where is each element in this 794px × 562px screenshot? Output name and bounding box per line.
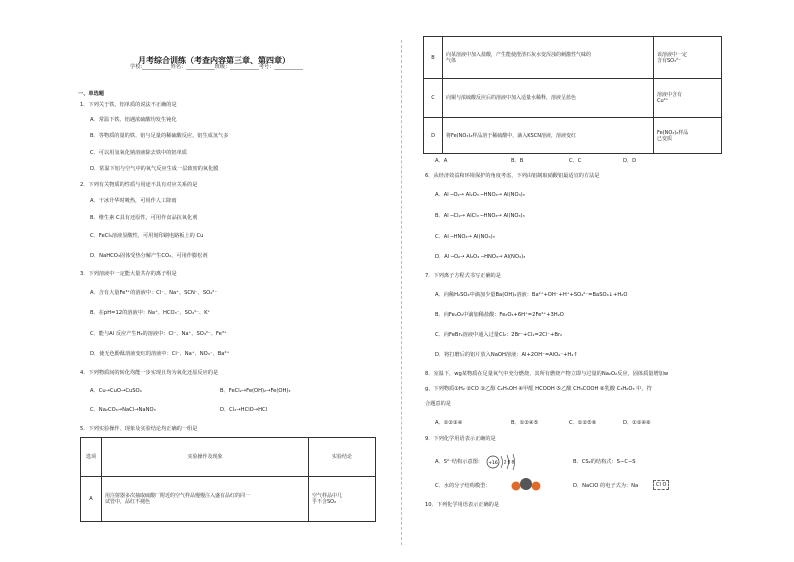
row-a-conclusion: [309, 477, 376, 522]
sulfide-ion-structure-diagram: [485, 453, 525, 471]
row-b-option: B: [424, 37, 443, 79]
q7-option-a: A．向稀H₂SO₄中滴加少量Ba(OH)₂溶液：Ba²⁺+OH⁻+H⁺+SO₄²⁻=BaSO₄↓+H₂O: [435, 292, 628, 298]
q9-stem: 9．下列化学用语表示正确的是: [425, 436, 496, 442]
row-a-conclusion-line1: 空气样品中几: [312, 493, 343, 499]
q5-option-c: C．C: [569, 158, 582, 164]
row-c-operation: 向铜与浓硫酸反应后的溶液中加入适量水稀释，溶液呈蓝色: [443, 79, 654, 118]
row-d-conclusion-line2: 已变质: [657, 135, 673, 142]
q3-option-a: A．含有大量Fe³⁺的溶液中：Cl⁻、Na⁺、SCN⁻、SO₄²⁻: [90, 290, 218, 296]
row-b-conclusion: [654, 37, 722, 79]
q2-option-d: D．NaHCO₃固体受热分解产生CO₂，可用作膨松剂: [90, 253, 208, 259]
q8-stem-line1: 8．室温下，wg某物质在足量氧气中充分燃烧，其所有燃烧产物立即与过量的Na₂O₂反应，固体质量增加w: [425, 371, 669, 377]
table-header-conclusion: 实验结论: [309, 438, 376, 477]
q6-option-a: A．Al ─O₂→ Al₂O₃ ─HNO₃→ Al(NO₃)₃: [435, 192, 525, 198]
q6-option-c: C．Al ─HNO₃→ Al(NO₃)₃: [435, 234, 495, 240]
q9-option-d: D．NaClO 的电子式为：Na: [573, 483, 639, 489]
row-d-conclusion-line1: Fe(NO₃)₂样品: [657, 129, 689, 136]
q4-option-d: D．Cl₂→HClO→HCl: [220, 407, 268, 413]
q3-stem: 3．下列溶液中一定能大量共存的离子组是: [80, 271, 177, 277]
table-header-option: 选项: [81, 438, 102, 477]
q1-stem: 1．下列关于铁、铝单质的说法不正确的是: [80, 102, 177, 108]
q7-option-c: C．向FeBr₂溶液中通入过量Cl₂：2Br⁻+Cl₂=2Cl⁻+Br₂: [435, 332, 563, 338]
q6-stem: 6．从经济效益和环境保护的角度考虑，下列由铝制取硝酸铝最适宜的方法是: [425, 173, 600, 179]
q3-option-d: D．使无色酚酞溶液变红的溶液中：Cl⁻、Na⁺、NO₃⁻、Ba²⁺: [90, 351, 230, 357]
q7-option-b: B．向Fe₂O₃中滴加稀盐酸：Fe₂O₃+6H⁺=2Fe²⁺+3H₂O: [435, 312, 564, 318]
q5-stem: 5．下列实验操作、现象及实验结论均正确的一组是: [80, 426, 198, 432]
nucleus-charge-label: +16: [488, 461, 498, 466]
q5-option-a: A．A: [435, 158, 448, 164]
q2-option-a: A．干冰升华时吸热，可用作人工降雨: [90, 198, 177, 204]
q4-option-a: A．Cu→CuO→CuSO₄: [90, 388, 142, 394]
row-b-operation: [443, 37, 654, 79]
q9-option-c: C．水的分子结构模型：: [435, 483, 491, 489]
q7-stem: 7．下列离子方程式书写正确的是: [425, 273, 501, 279]
water-molecule-model-icon: [509, 476, 543, 494]
q1-option-a: A．常温下铁、铝遇浓硫酸均发生钝化: [90, 117, 177, 123]
column-divider: [401, 40, 402, 545]
student-info-line: 学校:___________姓名：___________班级：___________考号：___________: [130, 64, 303, 70]
row-d-operation: 将Fe(NO₃)₂样品溶于稀硫酸中，滴入KSCN溶液，溶液变红: [443, 118, 654, 154]
q5-option-d: D．D: [623, 158, 637, 164]
q5-option-b: B．B: [511, 158, 524, 164]
row-a-conclusion-line2: 乎不含SO₂: [312, 499, 337, 505]
row-b-conclusion-line2: 含有SO₃²⁻: [657, 57, 681, 64]
q2-stem: 2．下列有关物质的性质与用途不具有对应关系的是: [80, 182, 198, 188]
row-c-option: C: [424, 79, 443, 118]
row-d-option: D: [424, 118, 443, 154]
q1-option-d: D．常温下铝与空气中的氧气反应生成一层致密的氧化膜: [90, 166, 219, 172]
q8-option-d: D．①②④⑥: [623, 420, 651, 426]
q8-option-a: A．①②③④: [435, 420, 463, 426]
q5-table-continued: [423, 36, 722, 154]
q4-stem: 4．下列物质间的转化均能一步实现且均为氧化还原反应的是: [80, 370, 219, 376]
row-a-operation-line1: 用注射器多次抽取硫酸厂附近的空气样品慢慢注入盛有品红的同一: [105, 493, 251, 499]
electron-dot-atoms: Cl O: [656, 482, 667, 488]
q7-option-d: D．将打磨后的铝片放入NaOH溶液：Al+2OH⁻=AlO₂⁻+H₂↑: [435, 352, 578, 358]
row-a-operation-line2: 试管中，品红不褪色: [105, 499, 151, 505]
naclo-electron-dot-structure: [653, 480, 669, 490]
row-b-conclusion-line1: 该溶液中一定: [657, 51, 688, 58]
q6-option-d: D．Al ─O₂→ Al₂O₃ ─HNO₃→ Al(NO₃)₃: [435, 254, 526, 260]
q1-option-b: B．等物质的量的铁、铝与足量的稀硫酸反应，铝生成氢气多: [90, 133, 229, 139]
row-c-conclusion: [654, 79, 722, 118]
row-c-conclusion-line1: 溶液中含有: [657, 92, 683, 98]
row-d-conclusion: [654, 118, 722, 154]
row-b-operation-line2: 气体: [446, 57, 457, 64]
q4-option-b: B．FeCl₂→Fe(OH)₂→Fe(OH)₃: [220, 388, 291, 394]
q6-option-b: B．Al ─Cl₂→ AlCl₃ ─HNO₃→ Al(NO₃)₃: [435, 213, 525, 219]
q8-option-b: B．①②④⑤: [511, 420, 539, 426]
q4-option-c: C．Na₂CO₃→NaCl→NaNO₃: [90, 407, 156, 413]
q3-option-c: C．能与Al 反应产生H₂的溶液中：Cl⁻、Na⁺、SO₄²⁻、Fe³⁺: [90, 331, 227, 337]
q8-stem-line2: g，下列物质①H₂ ②CO ③乙醇 C₂H₅OH ④甲醛 HCOOH ⑤乙酸 CH₃COOH ⑥乳酸 C₃H₆O₃ 中，符: [425, 386, 652, 392]
row-b-operation-line1: 向某溶液中加入盐酸，产生能使澄清石灰水变浑浊的刺激性气味的: [446, 51, 592, 58]
row-a-option: A: [81, 477, 102, 522]
row-c-conclusion-line2: Cu²⁺: [657, 98, 669, 104]
q2-option-b: B．维生素 C具有还原性，可用作食品抗氧化剂: [90, 215, 198, 221]
q8-stem-line3: 合题意的是: [425, 401, 451, 407]
q9-option-b: B．CS₂的结构式：S−C−S: [573, 459, 636, 465]
q2-option-c: C．FeCl₃溶液显酸性，可用刻印刷电路板上的 Cu: [90, 233, 204, 239]
q8-option-c: C．①②⑤⑥: [569, 420, 597, 426]
electron-shells-label: 2 8 8: [503, 459, 515, 465]
row-a-operation: [102, 477, 309, 522]
q3-option-b: B．在pH=12的溶液中：Na⁺、HCO₃⁻、SO₄²⁻、K⁺: [90, 310, 211, 316]
q5-table-top: [80, 437, 376, 522]
q10-stem: 10．下列化学用语表示正确的是: [425, 502, 500, 508]
section-heading: 一、单选题: [78, 91, 104, 97]
page-title: 月考综合训练（考查内容第三章、第四章）: [138, 56, 290, 65]
q1-option-c: C．可以用氢氧化钠溶液除去铁中的铝单质: [90, 150, 187, 156]
q9-option-a: A．S²⁻结构示意图：: [435, 459, 483, 465]
table-header-operation: 实验操作及现象: [102, 438, 309, 477]
